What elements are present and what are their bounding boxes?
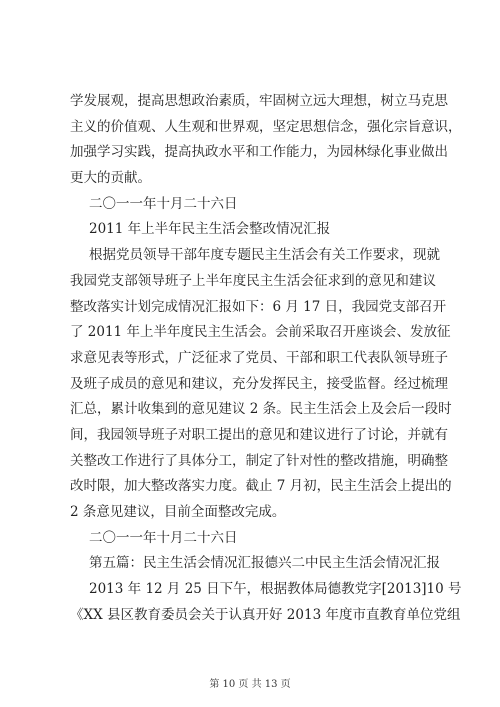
text-line: 学发展观，提高思想政治素质，牢固树立远大理想，树立马克思 (70, 93, 448, 109)
text-line: 求意见表等形式，广泛征求了党员、干部和职工代表队领导班子 (70, 349, 448, 366)
text-line: 二〇一一年十月二十六日 (89, 195, 238, 212)
text-line: 主义的价值观、人生观和世界观，坚定思想信念，强化宗旨意识， (70, 118, 462, 135)
text-line: 整改落实计划完成情况汇报如下：6 月 17 日，我园党支部召开 (70, 298, 447, 315)
text-line: 2013 年 12 月 25 日下午，根据教体局德教党字[2013]10 号 (89, 581, 462, 598)
text-line: 及班子成员的意见和建议，充分发挥民主，接受监督。经过梳理 (70, 375, 448, 392)
text-line: 了 2011 年上半年度民主生活会。会前采取召开座谈会、发放征 (70, 324, 451, 341)
document-body (70, 89, 462, 628)
text-line: 《XX 县区教育委员会关于认真开好 2013 年度市直教育单位党组 (70, 606, 461, 623)
page-footer: 第 10 页 共 13 页 (209, 679, 291, 690)
text-line: 2011 年上半年民主生活会整改情况汇报 (89, 221, 331, 238)
text-line: 间，我园领导班子对职工提出的意见和建议进行了讨论，并就有 (70, 426, 448, 443)
text-line: 更大的贡献。 (70, 170, 151, 187)
text-line: 2 条意见建议，目前全面整改完成。 (70, 504, 286, 520)
text-line: 改时限，加大整改落实力度。截止 7 月初，民主生活会上提出的 (70, 478, 452, 495)
text-line: 汇总，累计收集到的意见建议 2 条。民主生活会上及会后一段时 (70, 401, 452, 418)
text-line: 第五篇：民主生活会情况汇报德兴二中民主生活会情况汇报 (89, 555, 440, 572)
text-line: 关整改工作进行了具体分工，制定了针对性的整改措施，明确整 (70, 452, 448, 469)
text-line: 二〇一一年十月二十六日 (89, 529, 238, 546)
text-line: 我园党支部领导班子上半年度民主生活会征求到的意见和建议 (70, 272, 436, 289)
text-line: 加强学习实践，提高执政水平和工作能力，为园林绿化事业做出 (70, 144, 448, 161)
text-line: 根据党员领导干部年度专题民主生活会有关工作要求，现就 (89, 247, 440, 264)
